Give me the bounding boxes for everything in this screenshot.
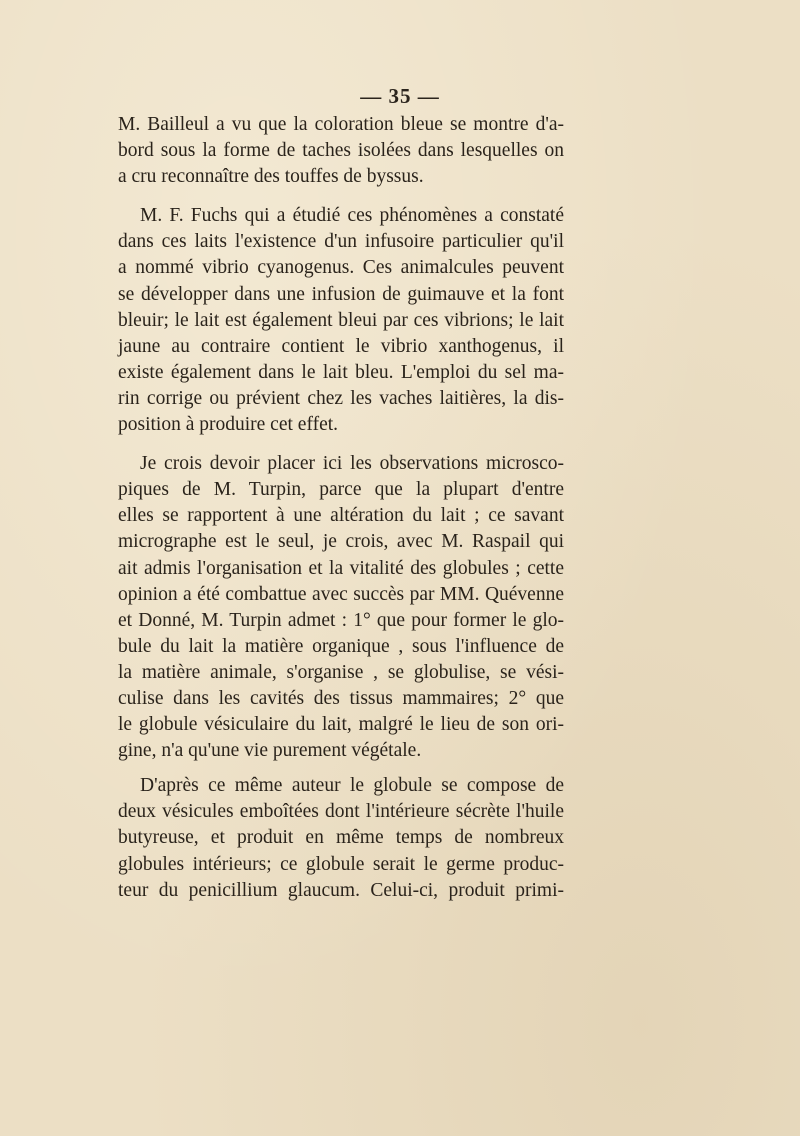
page-number: — 35 — — [360, 84, 440, 108]
text-line: jaune au contraire contient le vibrio xanthogenus, il — [118, 335, 564, 357]
text-line: piques de M. Turpin, parce que la plupart d'entre — [118, 479, 564, 501]
text-line: bule du lait la matière organique , sous l'influence de — [118, 635, 564, 657]
text-line: opinion a été combattue avec succès par MM. Quévenne — [118, 583, 564, 605]
body-text — [118, 112, 564, 904]
text-line: a cru reconnaître des touffes de byssus. — [118, 166, 424, 188]
text-line: le globule vésiculaire du lait, malgré le lieu de son ori- — [118, 714, 564, 736]
text-line: a nommé vibrio cyanogenus. Ces animalcules peuvent — [118, 257, 564, 279]
text-line: rin corrige ou prévient chez les vaches laitières, la dis- — [118, 387, 564, 409]
text-line: globules intérieurs; ce globule serait le germe produc- — [118, 853, 564, 875]
text-line: elles se rapportent à une altération du lait ; ce savant — [118, 505, 564, 527]
text-line: gine, n'a qu'une vie purement végétale. — [118, 740, 422, 762]
text-line: bord sous la forme de taches isolées dans lesquelles on — [118, 140, 564, 162]
text-line: ait admis l'organisation et la vitalité des globules ; cette — [118, 557, 564, 579]
text-line: dans ces laits l'existence d'un infusoire particulier qu'il — [118, 231, 564, 253]
text-line: butyreuse, et produit en même temps de nombreux — [118, 827, 564, 849]
text-line: existe également dans le lait bleu. L'emploi du sel ma- — [118, 361, 564, 383]
text-line: la matière animale, s'organise , se globulise, se vési- — [118, 661, 564, 683]
paragraph — [118, 112, 564, 190]
text-line: M. Bailleul a vu que la coloration bleue se montre d'a- — [118, 114, 564, 135]
text-line: Je crois devoir placer ici les observations microsco- — [140, 453, 564, 475]
text-line: D'après ce même auteur le globule se compose de — [140, 775, 564, 797]
text-line: bleuir; le lait est également bleui par ces vibrions; le lait — [118, 309, 564, 331]
text-line: M. F. Fuchs qui a étudié ces phénomènes a constaté — [140, 205, 564, 227]
text-line: micrographe est le seul, je crois, avec M. Raspail qui — [118, 531, 564, 553]
paragraph — [118, 451, 564, 764]
text-line: position à produire cet effet. — [118, 414, 339, 436]
text-line: culise dans les cavités des tissus mammaires; 2° que — [118, 687, 564, 709]
text-line: se développer dans une infusion de guimauve et la font — [118, 283, 564, 305]
text-line: deux vésicules emboîtées dont l'intérieure sécrète l'huile — [118, 801, 564, 823]
text-line: teur du penicillium glaucum. Celui-ci, produit primi- — [118, 879, 564, 901]
text-line: et Donné, M. Turpin admet : 1° que pour former le glo- — [118, 609, 564, 631]
paragraph — [118, 203, 564, 438]
paragraph — [118, 773, 564, 903]
